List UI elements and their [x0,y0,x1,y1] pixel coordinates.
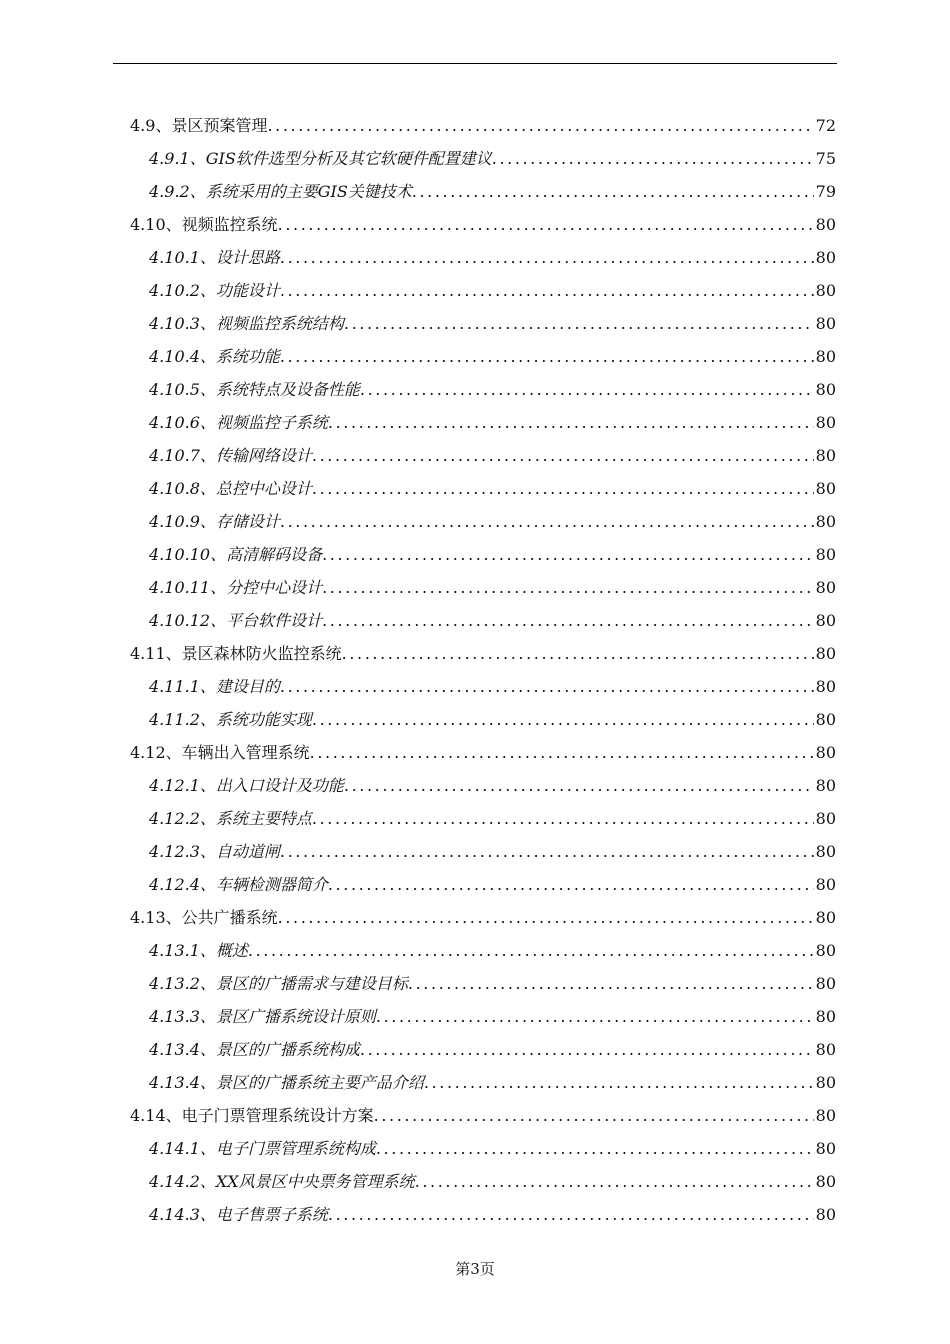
toc-entry[interactable] [0,703,950,736]
toc-entry[interactable] [0,1165,950,1198]
toc-entry-label: 4.10.1、设计思路 [149,248,280,267]
toc-entry[interactable] [0,1066,950,1099]
dot-leader [328,868,814,901]
toc-entry-label: 4.10.6、视频监控子系统 [149,413,328,432]
toc-entry-label: 4.14.3、电子售票子系统 [149,1205,328,1224]
toc-entry-page: 80 [815,974,836,993]
dot-leader [360,1033,814,1066]
dot-leader [312,439,814,472]
toc-entry[interactable] [0,967,950,1000]
toc-entry[interactable] [0,1132,950,1165]
toc-entry-page: 80 [815,1205,836,1224]
dot-leader [278,901,814,934]
toc-entry-label: 4.14.1、电子门票管理系统构成 [149,1139,376,1158]
toc-entry-page: 80 [815,479,836,498]
toc-entry[interactable] [0,241,950,274]
toc-entry[interactable] [0,307,950,340]
dot-leader [492,142,814,175]
toc-entry-page: 80 [815,1040,836,1059]
toc-entry-page: 80 [815,380,836,399]
toc-entry[interactable] [0,439,950,472]
toc-entry-page: 79 [815,182,836,201]
toc-entry-label: 4.9.2、系统采用的主要GIS关键技术 [149,182,412,201]
toc-entry-label: 4.12.1、出入口设计及功能 [149,776,344,795]
toc-entry-label: 4.10.10、高清解码设备 [149,545,323,564]
toc-entry[interactable] [0,604,950,637]
toc-entry[interactable] [0,1099,950,1132]
dot-leader [322,571,814,604]
dot-leader [408,967,814,1000]
dot-leader [280,835,814,868]
toc-entry-label: 4.13、公共广播系统 [130,908,278,927]
toc-entry-label: 4.12、车辆出入管理系统 [130,743,310,762]
toc-entry-label: 4.9.1、GIS软件选型分析及其它软硬件配置建议 [149,149,492,168]
dot-leader [280,505,814,538]
toc-entry-label: 4.10.2、功能设计 [149,281,280,300]
dot-leader [322,604,814,637]
toc-entry[interactable] [0,934,950,967]
toc-entry[interactable] [0,571,950,604]
dot-leader [280,274,814,307]
toc-entry-label: 4.12.4、车辆检测器简介 [149,875,328,894]
toc-entry-page: 80 [815,776,836,795]
toc-entry-page: 80 [815,446,836,465]
toc-entry[interactable] [0,406,950,439]
dot-leader [328,406,814,439]
toc-entry-page: 80 [815,413,836,432]
toc-entry-label: 4.10.3、视频监控系统结构 [149,314,344,333]
toc-entry-label: 4.10.9、存储设计 [149,512,280,531]
toc-entry-label: 4.14、电子门票管理系统设计方案 [130,1106,374,1125]
toc-entry-label: 4.10.5、系统特点及设备性能 [149,380,360,399]
toc-entry-label: 4.10、视频监控系统 [130,215,278,234]
toc-entry-page: 80 [815,578,836,597]
dot-leader [344,769,814,802]
dot-leader [360,373,814,406]
toc-entry-label: 4.14.2、XX风景区中央票务管理系统 [149,1172,415,1191]
dot-leader [310,736,814,769]
toc-entry[interactable] [0,142,950,175]
toc-entry-page: 80 [815,809,836,828]
toc-entry-label: 4.10.8、总控中心设计 [149,479,312,498]
dot-leader [342,637,814,670]
toc-entry-label: 4.10.12、平台软件设计 [149,611,323,630]
toc-entry[interactable] [0,340,950,373]
toc-entry-page: 80 [815,677,836,696]
toc-entry-page: 72 [815,116,836,135]
dot-leader [312,703,814,736]
toc-entry-page: 80 [815,1106,836,1125]
dot-leader [280,241,814,274]
toc-entry-page: 80 [815,314,836,333]
toc-entry[interactable] [0,109,950,142]
toc-entry[interactable] [0,175,950,208]
dot-leader [248,934,814,967]
toc-entry[interactable] [0,373,950,406]
toc-entry[interactable] [0,1000,950,1033]
toc-entry-page: 80 [815,644,836,663]
dot-leader [328,1198,814,1231]
toc-entry-page: 80 [815,710,836,729]
toc-entry[interactable] [0,1033,950,1066]
toc-entry-page: 80 [815,1139,836,1158]
toc-entry-label: 4.13.2、景区的广播需求与建设目标 [149,974,408,993]
toc-entry-page: 80 [815,941,836,960]
toc-entry-page: 80 [815,281,836,300]
toc-entry[interactable] [0,538,950,571]
dot-leader [412,175,814,208]
toc-entry-page: 80 [815,545,836,564]
toc-entry-page: 80 [815,248,836,267]
toc-entry-label: 4.12.3、自动道闸 [149,842,280,861]
dot-leader [312,472,814,505]
toc-entry-page: 80 [815,1073,836,1092]
page-number-footer: 第3页 [455,1260,495,1278]
toc-entry-page: 80 [815,1007,836,1026]
toc-entry-label: 4.13.3、景区广播系统设计原则 [149,1007,376,1026]
toc-entry-page: 80 [815,1172,836,1191]
dot-leader [424,1066,814,1099]
toc-entry-label: 4.13.4、景区的广播系统构成 [149,1040,360,1059]
dot-leader [278,208,814,241]
toc-entry-page: 75 [815,149,836,168]
toc-entry[interactable] [0,901,950,934]
toc-entry-label: 4.11、景区森林防火监控系统 [130,644,342,663]
toc-entry-label: 4.9、景区预案管理 [130,116,268,135]
header-rule [113,63,837,64]
toc-entry[interactable] [0,868,950,901]
toc-entry-page: 80 [815,743,836,762]
toc-entry-page: 80 [815,512,836,531]
dot-leader [322,538,814,571]
dot-leader [415,1165,814,1198]
toc-entry[interactable] [0,208,950,241]
dot-leader [280,340,814,373]
dot-leader [344,307,814,340]
toc-entry-label: 4.10.4、系统功能 [149,347,280,366]
toc-entry[interactable] [0,637,950,670]
toc-entry[interactable] [0,670,950,703]
dot-leader [374,1099,814,1132]
dot-leader [312,802,814,835]
toc-entry-page: 80 [815,908,836,927]
toc-entry-label: 4.11.1、建设目的 [149,677,280,696]
dot-leader [280,670,814,703]
toc-entry[interactable] [0,835,950,868]
toc-entry[interactable] [0,802,950,835]
toc-entry-page: 80 [815,842,836,861]
toc-entry[interactable] [0,472,950,505]
toc-entry[interactable] [0,736,950,769]
dot-leader [376,1000,814,1033]
toc-entry-page: 80 [815,875,836,894]
toc-entry-label: 4.13.4、景区的广播系统主要产品介绍 [149,1073,424,1092]
toc-entry-page: 80 [815,215,836,234]
toc-entry-label: 4.13.1、概述 [149,941,248,960]
toc-entry-label: 4.11.2、系统功能实现 [149,710,312,729]
toc-entry-page: 80 [815,611,836,630]
toc-entry-page: 80 [815,347,836,366]
toc-entry[interactable] [0,769,950,802]
toc-entry-label: 4.10.7、传输网络设计 [149,446,312,465]
toc-entry[interactable] [0,1198,950,1231]
dot-leader [267,109,813,142]
toc-entry-label: 4.10.11、分控中心设计 [149,578,323,597]
dot-leader [376,1132,814,1165]
toc-entry[interactable] [0,274,950,307]
toc-entry[interactable] [0,505,950,538]
toc-entry-label: 4.12.2、系统主要特点 [149,809,312,828]
